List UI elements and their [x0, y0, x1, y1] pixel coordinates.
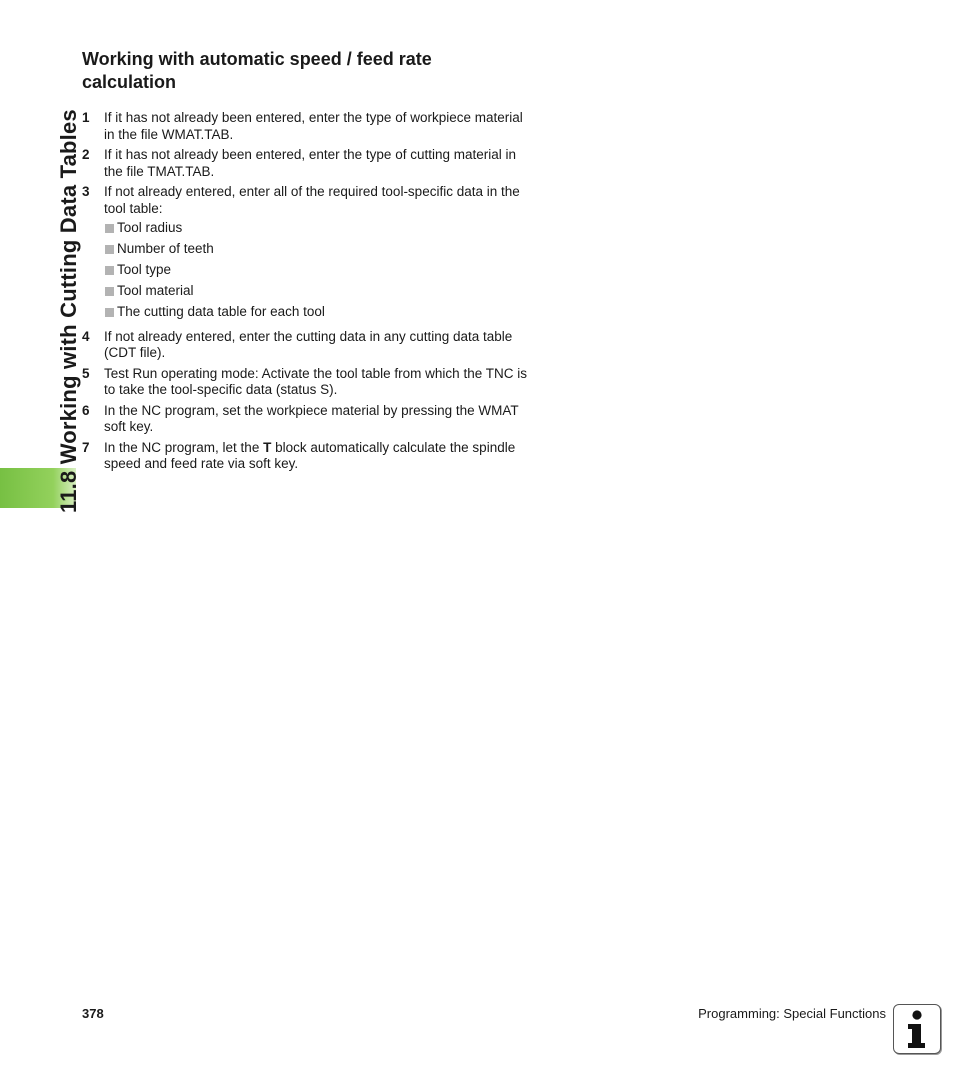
step-number: 4	[82, 328, 90, 344]
list-item: Tool radius	[104, 220, 527, 237]
step-number: 5	[82, 365, 90, 381]
square-bullet-icon	[105, 308, 114, 317]
step-number: 1	[82, 110, 90, 125]
step-text: Test Run operating mode: Activate the tool table from which the TNC is to take the tool-specific data (status S).	[104, 365, 527, 397]
step-text-after: block automatically calculate the spindle speed and feed rate via soft key.	[104, 439, 516, 471]
info-glyph-icon	[894, 1005, 939, 1052]
step-text: If it has not already been entered, enter the type of cutting material in the file TMAT.TAB.	[104, 147, 517, 179]
info-icon	[893, 1004, 941, 1054]
list-item: Tool material	[104, 283, 527, 300]
step-item	[82, 329, 527, 362]
chapter-side-tab	[0, 0, 81, 513]
step-item	[82, 403, 527, 436]
step-number: 7	[82, 439, 90, 455]
step-number: 2	[82, 147, 90, 162]
step-text: If not already entered, enter all of the required tool-specific data in the tool table:	[104, 184, 520, 216]
step-text: In the NC program, set the workpiece material by pressing the WMAT soft key.	[104, 402, 519, 434]
step-item	[82, 366, 527, 399]
step-item	[82, 440, 527, 473]
step-text: If it has not already been entered, enter the type of workpiece material in the file WMAT.TAB.	[104, 110, 523, 142]
square-bullet-icon	[105, 287, 114, 296]
step-text-before: In the NC program, let the	[104, 439, 264, 455]
list-item: The cutting data table for each tool	[104, 304, 527, 321]
steps-list	[82, 110, 527, 473]
step-item	[82, 110, 527, 143]
step-text: If not already entered, enter the cutting data in any cutting data table (CDT file).	[104, 328, 513, 360]
step-item	[82, 147, 527, 180]
section-heading: Working with automatic speed / feed rate calculation	[82, 49, 432, 92]
list-item: Tool type	[104, 262, 527, 279]
list-item: Number of teeth	[104, 241, 527, 258]
step-item	[82, 184, 527, 321]
square-bullet-icon	[105, 245, 114, 254]
page-number: 378	[82, 1006, 104, 1021]
main-content	[82, 48, 527, 477]
square-bullet-icon	[105, 266, 114, 275]
chapter-title: 11.8 Working with Cutting Data Tables	[56, 109, 81, 513]
tool-data-list	[104, 220, 527, 321]
square-bullet-icon	[105, 224, 114, 233]
footer-section-title: Programming: Special Functions	[698, 1006, 886, 1021]
step-text-bold: T	[263, 439, 272, 455]
step-number: 3	[82, 184, 90, 199]
step-number: 6	[82, 402, 90, 418]
